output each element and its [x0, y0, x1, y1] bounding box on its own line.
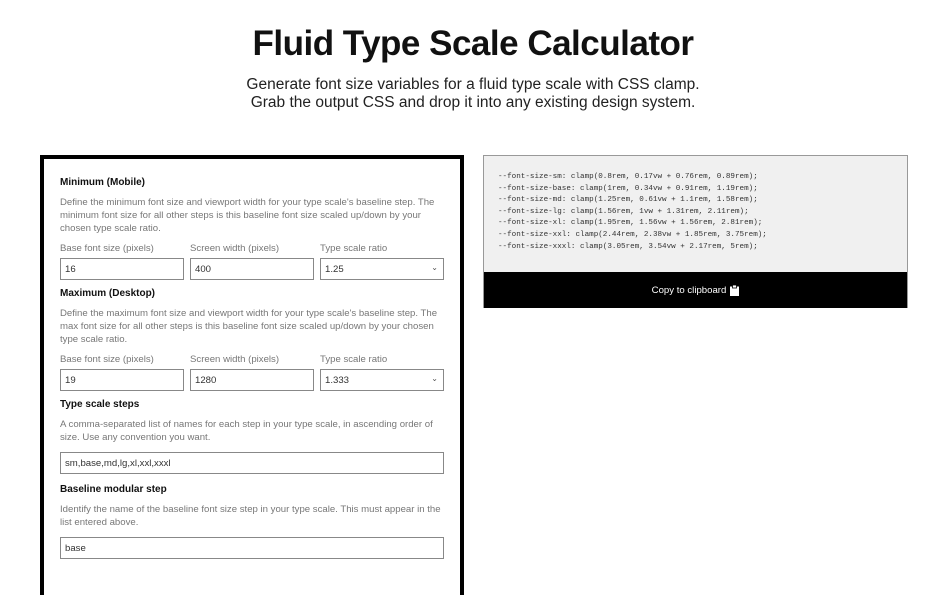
steps-section	[60, 399, 444, 474]
subtitle-line: Generate font size variables for a fluid type scale with CSS clamp.	[246, 76, 700, 93]
section-heading: Minimum (Mobile)	[60, 177, 145, 188]
css-line: --font-size-lg: clamp(1.56rem, 1vw + 1.31rem, 2.11rem);	[498, 207, 749, 216]
page-title: Fluid Type Scale Calculator	[252, 24, 694, 63]
select-value: 1.25	[325, 264, 344, 275]
baseline-step-input[interactable]: base	[60, 537, 444, 559]
css-output	[484, 156, 907, 272]
chevron-down-icon: ⌄	[431, 374, 438, 383]
field-label: Type scale ratio	[320, 243, 388, 254]
maximum-section	[60, 288, 444, 391]
subtitle-line: Grab the output CSS and drop it into any existing design system.	[250, 94, 696, 111]
page-subtitle	[0, 76, 933, 112]
field-label: Screen width (pixels)	[190, 354, 280, 365]
section-heading: Type scale steps	[60, 399, 140, 410]
css-line: --font-size-md: clamp(1.25rem, 0.61vw + 1.1rem, 1.58rem);	[498, 196, 758, 205]
chevron-down-icon: ⌄	[431, 263, 438, 272]
copy-to-clipboard-button[interactable]	[484, 272, 907, 308]
max-base-font-input[interactable]: 19	[60, 369, 184, 391]
min-screen-width-input[interactable]: 400	[190, 258, 314, 280]
section-heading: Baseline modular step	[60, 484, 167, 495]
section-description: A comma-separated list of names for each step in your type scale, in ascending order of size. Use any convention you want.	[60, 419, 433, 443]
css-line: --font-size-xl: clamp(1.95rem, 1.56vw + 1.56rem, 2.81rem);	[498, 219, 763, 228]
min-base-font-input[interactable]: 16	[60, 258, 184, 280]
baseline-section	[60, 484, 444, 559]
css-line: --font-size-sm: clamp(0.8rem, 0.17vw + 0.76rem, 0.89rem);	[498, 173, 758, 181]
section-description: Identify the name of the baseline font size step in your type scale. This must appear in the list entered above.	[60, 504, 441, 528]
field-label: Type scale ratio	[320, 354, 388, 365]
css-line: --font-size-xxxl: clamp(3.05rem, 3.54vw + 2.17rem, 5rem);	[498, 242, 758, 251]
select-value: 1.333	[325, 375, 350, 386]
field-label: Base font size (pixels)	[60, 354, 154, 365]
section-description: Define the maximum font size and viewport width for your type scale's baseline step. The max font size for all other steps is this baseline font size scaled up/down by your chosen type scale ratio.	[60, 308, 438, 345]
clipboard-icon	[730, 285, 739, 296]
min-ratio-select[interactable]	[320, 258, 444, 280]
max-ratio-select[interactable]	[320, 369, 444, 391]
section-heading: Maximum (Desktop)	[60, 288, 156, 299]
copy-label: Copy to clipboard	[651, 284, 727, 296]
settings-form	[40, 155, 464, 595]
field-label: Screen width (pixels)	[190, 243, 280, 254]
minimum-section	[60, 177, 444, 280]
type-scale-steps-input[interactable]: sm,base,md,lg,xl,xxl,xxxl	[60, 452, 444, 474]
output-panel	[483, 155, 908, 308]
css-line: --font-size-base: clamp(1rem, 0.34vw + 0.91rem, 1.19rem);	[498, 184, 758, 193]
css-line: --font-size-xxl: clamp(2.44rem, 2.38vw + 1.85rem, 3.75rem);	[498, 230, 767, 239]
field-label: Base font size (pixels)	[60, 243, 154, 254]
section-description: Define the minimum font size and viewport width for your type scale's baseline step. The minimum font size for all other steps is this baseline font size scaled up/down by your chosen type scale ratio.	[60, 197, 435, 234]
max-screen-width-input[interactable]: 1280	[190, 369, 314, 391]
